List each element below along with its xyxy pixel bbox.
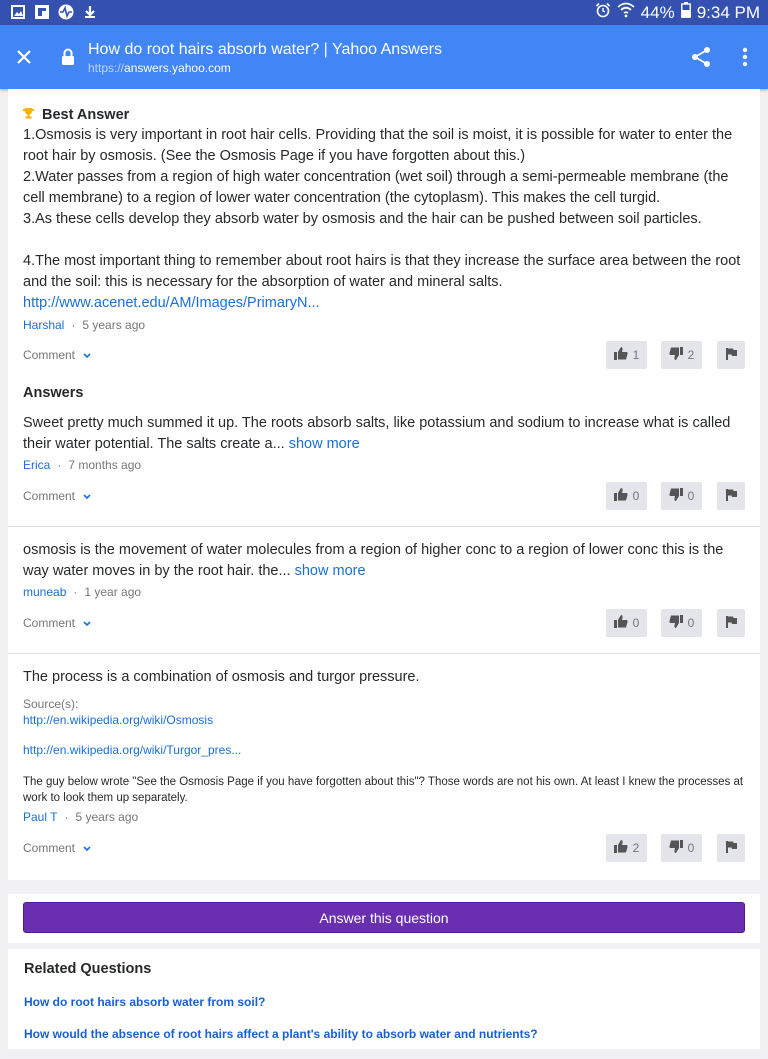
flag-button[interactable] — [717, 609, 745, 637]
best-answer-point-4: 4.The most important thing to remember about root hairs is that they increase the surface area between the root and the soil: this is necessary for the absorption of water and mineral salts. — [23, 253, 741, 290]
separator-dot: · — [64, 810, 69, 824]
flag-icon — [726, 348, 737, 363]
comment-label: Comment — [23, 348, 76, 362]
show-more-link[interactable]: show more — [288, 436, 360, 452]
related-question-link[interactable]: How would the absence of root hairs affect a plant's ability to absorb water and nutrients? — [24, 1027, 538, 1041]
answer-button-area — [8, 894, 760, 943]
clock: 9:34 PM — [696, 2, 760, 22]
answer-time: 1 year ago — [84, 585, 142, 599]
more-options-icon[interactable] — [735, 46, 755, 70]
answer-actions — [23, 478, 745, 526]
battery-icon — [681, 2, 691, 23]
page-content — [8, 89, 760, 1049]
chevron-down-icon — [83, 616, 91, 630]
activity-icon — [58, 4, 74, 20]
answer-item — [8, 527, 760, 653]
answer-text: The process is a combination of osmosis and turgor pressure. — [23, 669, 420, 685]
comment-toggle[interactable] — [23, 348, 91, 362]
author-link[interactable]: Paul T — [23, 810, 58, 824]
answer-time: 5 years ago — [75, 810, 139, 824]
related-questions — [8, 949, 760, 1049]
best-answer-text — [23, 125, 745, 314]
gallery-icon — [10, 4, 26, 20]
upvote-count: 0 — [632, 489, 640, 503]
thumbs-down-button[interactable] — [661, 482, 702, 510]
best-answer-heading — [23, 89, 745, 125]
thumbs-up-icon — [614, 488, 628, 504]
best-answer-point-3: 3.As these cells develop they absorb water by osmosis and the hair can be pushed between soil particles. — [23, 211, 702, 227]
answers-heading: Answers — [23, 385, 84, 401]
flag-icon — [726, 489, 737, 504]
wifi-icon — [617, 2, 635, 23]
answer-actions — [23, 337, 745, 377]
downvote-count: 2 — [687, 348, 695, 362]
lock-icon[interactable] — [61, 48, 75, 70]
status-bar — [0, 0, 768, 25]
comment-toggle[interactable] — [23, 616, 91, 630]
separator-dot: · — [73, 585, 78, 599]
comment-label: Comment — [23, 489, 76, 503]
answer-meta — [23, 585, 745, 599]
thumbs-down-icon — [669, 488, 683, 504]
answer-actions — [23, 605, 745, 653]
flag-button[interactable] — [717, 341, 745, 369]
flag-icon — [726, 616, 737, 631]
alarm-icon — [595, 2, 611, 23]
browser-toolbar — [0, 25, 768, 89]
answer-time: 5 years ago — [82, 318, 146, 332]
answer-meta — [23, 458, 745, 472]
upvote-count: 2 — [632, 841, 640, 855]
related-questions-heading: Related Questions — [24, 961, 152, 977]
source-link[interactable]: http://en.wikipedia.org/wiki/Osmosis — [23, 713, 214, 727]
answer-meta — [23, 318, 745, 332]
flag-icon — [726, 841, 737, 856]
trophy-icon — [23, 107, 34, 123]
source-link[interactable]: http://en.wikipedia.org/wiki/Turgor_pres... — [23, 743, 242, 757]
battery-percentage: 44% — [640, 2, 675, 22]
answers-card — [8, 89, 760, 880]
downvote-count: 0 — [687, 489, 695, 503]
thumbs-down-button[interactable] — [661, 609, 702, 637]
answer-actions — [23, 830, 745, 880]
comment-toggle[interactable] — [23, 489, 91, 503]
thumbs-up-button[interactable] — [606, 482, 647, 510]
chevron-down-icon — [83, 841, 91, 855]
best-answer-point-1: 1.Osmosis is very important in root hair cells. Providing that the soil is moist, it is possible for water to enter the root hair by osmosis. (See the Osmosis Page if you have forgotten about this.) — [23, 127, 733, 164]
answer-meta — [23, 810, 745, 824]
answer-time: 7 months ago — [68, 458, 142, 472]
answers-section — [8, 377, 760, 413]
thumbs-up-icon — [614, 840, 628, 856]
answer-item — [8, 413, 760, 526]
thumbs-up-button[interactable] — [606, 834, 647, 862]
best-answer-source-link[interactable]: http://www.acenet.edu/AM/Images/PrimaryN... — [23, 295, 320, 311]
upvote-count: 1 — [632, 348, 640, 362]
answer-item — [8, 654, 760, 880]
answer-text: osmosis is the movement of water molecules from a region of higher conc to a region of lower conc this is the way water moves in by the root hair. the... show more — [23, 542, 724, 579]
thumbs-up-icon — [614, 615, 628, 631]
downvote-count: 0 — [687, 616, 695, 630]
author-link[interactable]: muneab — [23, 585, 67, 599]
flag-button[interactable] — [717, 834, 745, 862]
thumbs-down-button[interactable] — [661, 341, 702, 369]
best-answer-label: Best Answer — [42, 106, 130, 123]
best-answer — [8, 89, 760, 377]
thumbs-up-button[interactable] — [606, 609, 647, 637]
answer-this-question-button[interactable]: Answer this question — [23, 902, 745, 933]
related-question-link[interactable]: How do root hairs absorb water from soil? — [24, 995, 266, 1009]
best-answer-point-2: 2.Water passes from a region of high water concentration (wet soil) through a semi-permeable membrane (the cell membrane) to a region of lower water concentration (the cytoplasm). This makes the cell turgid. — [23, 169, 729, 206]
upvote-count: 0 — [632, 616, 640, 630]
author-link[interactable]: Harshal — [23, 318, 65, 332]
url-host: answers.yahoo.com — [124, 61, 231, 75]
url-scheme: https:// — [88, 61, 125, 75]
comment-toggle[interactable] — [23, 841, 91, 855]
page-url[interactable] — [88, 61, 231, 75]
page-title[interactable]: How do root hairs absorb water? | Yahoo Answers — [88, 41, 442, 58]
thumbs-up-icon — [614, 347, 628, 363]
flag-button[interactable] — [717, 482, 745, 510]
sources-label: Source(s): — [23, 697, 79, 711]
share-icon[interactable] — [690, 46, 714, 70]
flipboard-icon — [34, 4, 50, 20]
answer-text: Sweet pretty much summed it up. The roots absorb salts, like potassium and sodium to increase what is called their water potential. The salts create a... show more — [23, 415, 731, 452]
thumbs-down-icon — [669, 347, 683, 363]
thumbs-up-button[interactable] — [606, 341, 647, 369]
chevron-down-icon — [83, 489, 91, 503]
download-icon — [82, 4, 98, 20]
show-more-link[interactable]: show more — [294, 563, 366, 579]
thumbs-down-icon — [669, 615, 683, 631]
comment-label: Comment — [23, 841, 76, 855]
author-link[interactable]: Erica — [23, 458, 51, 472]
downvote-count: 0 — [687, 841, 695, 855]
close-icon[interactable] — [12, 45, 36, 69]
separator-dot: · — [57, 458, 62, 472]
chevron-down-icon — [83, 348, 91, 362]
thumbs-down-button[interactable] — [661, 834, 702, 862]
thumbs-down-icon — [669, 840, 683, 856]
separator-dot: · — [71, 318, 76, 332]
answer-note: The guy below wrote "See the Osmosis Page if you have forgotten about this"? Those words are not his own. At least I knew the processes at work to look them up separately. — [23, 776, 744, 804]
comment-label: Comment — [23, 616, 76, 630]
